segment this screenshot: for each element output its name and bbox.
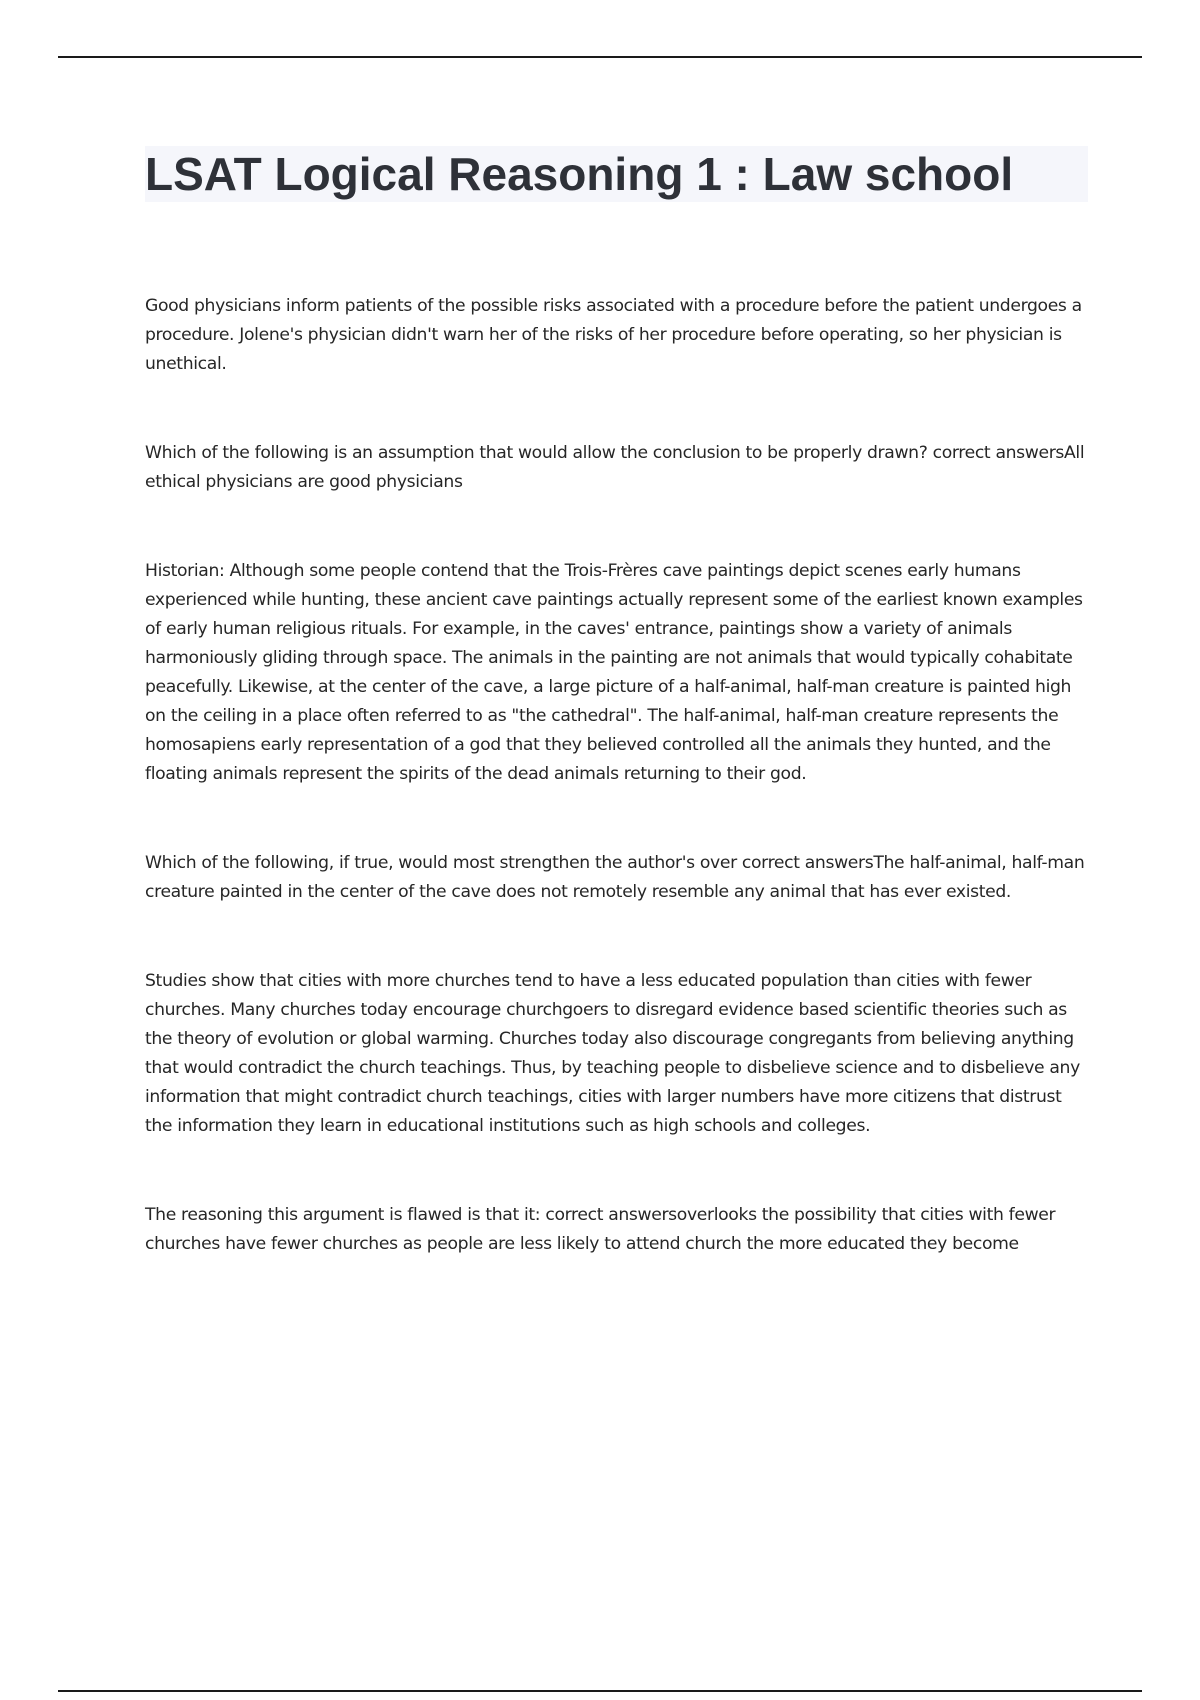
question-1-stem: Good physicians inform patients of the possible risks associated with a procedure before the patient undergoes a procedure. Jolene's physician didn't warn her of the risks of her procedure before operating, so her physician is unethical. [145, 296, 1082, 374]
header-rule [58, 56, 1142, 58]
page-title: LSAT Logical Reasoning 1 : Law school [145, 148, 1014, 200]
question-3-answer: The reasoning this argument is flawed is that it: correct answersoverlooks the possibility that cities with fewer churches have fewer churches as people are less likely to attend church the more educated they become [145, 1205, 1056, 1254]
footer-rule [58, 1690, 1142, 1692]
question-3-stem: Studies show that cities with more churches tend to have a less educated population than cities with fewer churches. Many churches today encourage churchgoers to disregard evidence based scientific theories such as the theory of evolution or global warming. Churches today also discourage congregants from believing anything that would contradict the church teachings. Thus, by teaching people to disbelieve science and to disbelieve any information that might contradict church teachings, cities with larger numbers have more citizens that distrust the information they learn in educational institutions such as high schools and colleges. [145, 971, 1080, 1136]
question-2-answer: Which of the following, if true, would most strengthen the author's over correct answersThe half-animal, half-man creature painted in the center of the cave does not remotely resemble any animal that has ever existed. [145, 853, 1085, 902]
question-2-stem: Historian: Although some people contend that the Trois-Frères cave paintings depict scenes early humans experienced while hunting, these ancient cave paintings actually represent some of the earliest known examples of early human religious rituals. For example, in the caves' entrance, paintings show a variety of animals harmoniously gliding through space. The animals in the painting are not animals that would typically cohabitate peacefully. Likewise, at the center of the cave, a large picture of a half-animal, half-man creature is painted high on the ceiling in a place often referred to as "the cathedral". The half-animal, half-man creature represents the homosapiens early representation of a god that they believed controlled all the animals they hunted, and the floating animals represent the spirits of the dead animals returning to their god. [145, 561, 1083, 784]
document-body [145, 292, 1090, 1319]
question-1-answer: Which of the following is an assumption that would allow the conclusion to be properly drawn? correct answersAll ethical physicians are good physicians [145, 443, 1085, 492]
